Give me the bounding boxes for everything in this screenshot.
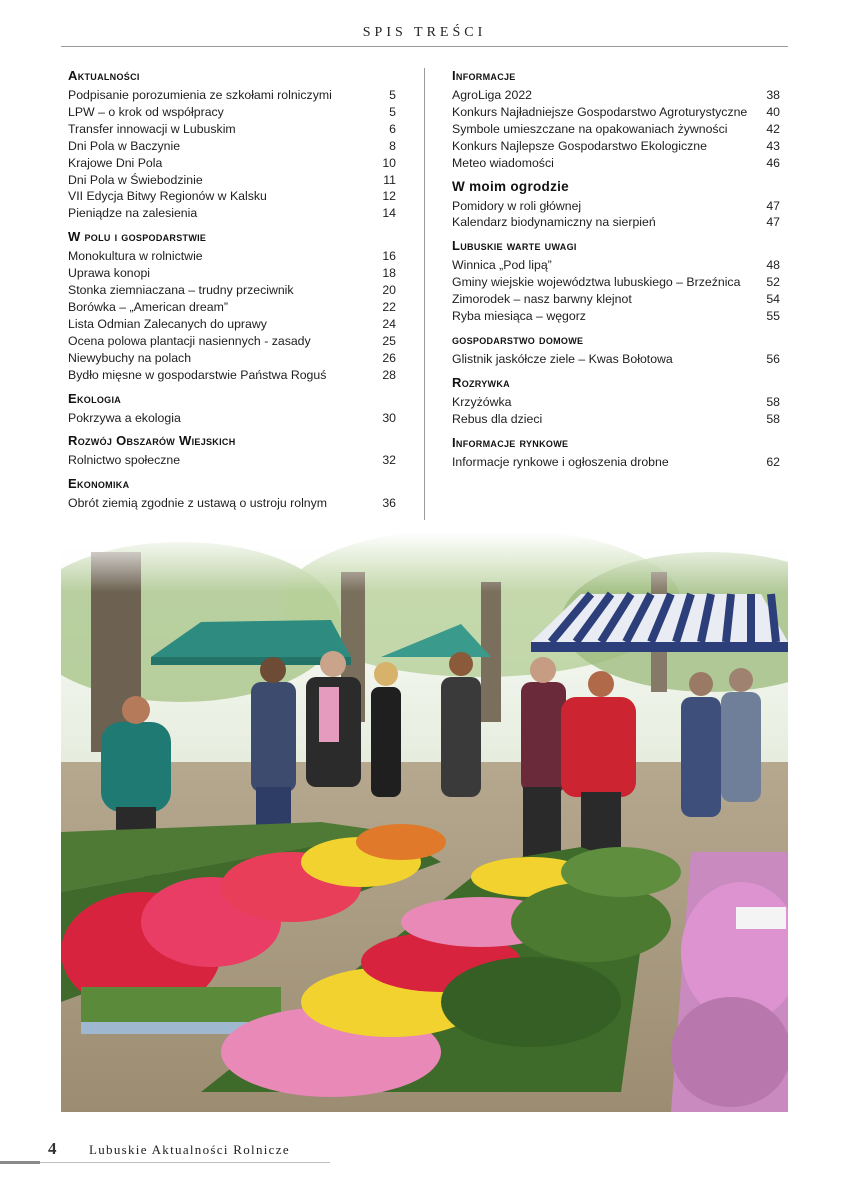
toc-entry-page-number: 56: [766, 351, 780, 366]
toc-entry-page-number: 32: [382, 453, 396, 468]
toc-entry[interactable]: [452, 104, 780, 121]
toc-entry[interactable]: [68, 138, 396, 155]
toc-entry[interactable]: [452, 257, 780, 274]
toc-entry-page-number: 58: [766, 411, 780, 426]
toc-section: [452, 374, 780, 428]
toc-entry-page-number: 5: [389, 88, 396, 102]
toc-entry[interactable]: [452, 138, 780, 155]
toc-entry[interactable]: [68, 350, 396, 367]
toc-section: [68, 67, 396, 222]
toc-entry-page-number: 62: [766, 454, 780, 469]
toc-entry-title: Kalendarz biodynamiczny na sierpień: [452, 215, 656, 230]
flower-bed-right: [671, 852, 788, 1112]
toc-section: [68, 432, 396, 469]
toc-entry-page-number: 14: [382, 206, 396, 221]
toc-entry-page-number: 46: [766, 155, 780, 170]
toc-entry-title: Stonka ziemniaczana – trudny przeciwnik: [68, 283, 294, 298]
toc-entry[interactable]: [452, 351, 780, 368]
toc-section-title: Rozrywka: [452, 374, 510, 390]
toc-section: [68, 390, 396, 427]
toc-entry[interactable]: [68, 316, 396, 333]
toc-entry-page-number: 47: [766, 215, 780, 230]
toc-section: [452, 237, 780, 325]
toc-section-title: Informacje rynkowe: [452, 434, 569, 450]
toc-entry-page-number: 28: [382, 367, 396, 382]
footer-page-number: 4: [48, 1139, 57, 1158]
toc-section-title: Informacje: [452, 68, 516, 83]
toc-entry-page-number: 30: [382, 410, 396, 425]
toc-section: [452, 67, 780, 172]
toc-entry[interactable]: [68, 282, 396, 299]
toc-entry[interactable]: [68, 299, 396, 316]
toc-entry-title: Konkurs Najlepsze Gospodarstwo Ekologiczne: [452, 138, 707, 153]
toc-entry-title: Borówka – „American dream”: [68, 299, 228, 314]
toc-entry-page-number: 24: [382, 316, 396, 331]
toc-entry-page-number: 5: [389, 104, 396, 119]
toc-entry[interactable]: [68, 248, 396, 265]
toc-section: [68, 475, 396, 512]
toc-entry-title: AgroLiga 2022: [452, 88, 532, 102]
toc-entry-page-number: 47: [766, 198, 780, 213]
toc-entry-title: Krajowe Dni Pola: [68, 155, 163, 170]
toc-section: [452, 178, 780, 232]
toc-entry-page-number: 25: [382, 333, 396, 348]
toc-entry[interactable]: [452, 214, 780, 231]
toc-entry-title: Informacje rynkowe i ogłoszenia drobne: [452, 454, 669, 469]
toc-section-title: Rozwój Obszarów Wiejskich: [68, 433, 236, 449]
toc-entry-page-number: 38: [766, 88, 780, 102]
toc-entry[interactable]: [452, 291, 780, 308]
toc-entry-title: Lista Odmian Zalecanych do uprawy: [68, 316, 267, 331]
toc-entry-page-number: 10: [382, 155, 396, 170]
toc-right-column: [452, 63, 780, 477]
toc-section: [452, 434, 780, 471]
toc-entry-title: Bydło mięsne w gospodarstwie Państwa Roguś: [68, 367, 327, 382]
header-title: SPIS TREŚCI: [362, 25, 487, 40]
toc-entry-title: Podpisanie porozumienia ze szkołami rolniczymi: [68, 88, 332, 102]
footer-publication-title: Lubuskie Aktualności Rolnicze: [89, 1142, 290, 1157]
toc-entry-page-number: 26: [382, 350, 396, 365]
toc-entry[interactable]: [68, 333, 396, 350]
toc-entry-title: Pomidory w roli głównej: [452, 198, 582, 213]
toc-section-title: gospodarstwo domowe: [452, 331, 584, 347]
toc-entry-title: Transfer innowacji w Lubuskim: [68, 121, 236, 136]
toc-entry-title: Gminy wiejskie województwa lubuskiego – Brzeźnica: [452, 275, 741, 290]
toc-entry-title: Ocena polowa plantacji nasiennych - zasady: [68, 333, 311, 348]
toc-entry-page-number: 22: [382, 299, 396, 314]
toc-entry-title: Dni Pola w Baczynie: [68, 138, 181, 153]
toc-left-column: [68, 63, 396, 518]
market-photo: [61, 532, 788, 1112]
footer-rule: [40, 1162, 330, 1163]
toc-entry[interactable]: [452, 121, 780, 138]
toc-entry-title: Glistnik jaskółcze ziele – Kwas Bołotowa: [452, 351, 673, 366]
toc-entry-page-number: 20: [382, 283, 396, 298]
toc-entry[interactable]: [68, 87, 396, 104]
toc-entry[interactable]: [452, 274, 780, 291]
toc-entry[interactable]: [68, 265, 396, 282]
toc-section-title: W moim ogrodzie: [452, 178, 569, 194]
toc-entry[interactable]: [68, 172, 396, 189]
toc-entry-page-number: 36: [382, 496, 396, 511]
toc-entry[interactable]: [68, 452, 396, 469]
toc-entry-page-number: 42: [766, 121, 780, 136]
toc-entry-title: Rebus dla dzieci: [452, 411, 543, 426]
toc-entry-page-number: 54: [766, 292, 780, 307]
toc-entry[interactable]: [68, 410, 396, 427]
toc-entry-title: Ryba miesiąca – węgorz: [452, 309, 586, 324]
toc-entry-title: Symbole umieszczane na opakowaniach żywności: [452, 121, 728, 136]
toc-entry-page-number: 40: [766, 104, 780, 119]
toc-entry-title: LPW – o krok od współpracy: [68, 104, 224, 119]
toc-entry-page-number: 43: [766, 138, 780, 153]
header-rule: [61, 46, 788, 47]
toc-entry[interactable]: [452, 87, 780, 104]
toc-entry-page-number: 8: [389, 138, 396, 153]
toc-entry[interactable]: [68, 188, 396, 205]
toc-section: [68, 228, 396, 383]
toc-entry[interactable]: [68, 104, 396, 121]
toc-entry-page-number: 12: [382, 189, 396, 204]
toc-entry[interactable]: [68, 205, 396, 222]
toc-entry-title: VII Edycja Bitwy Regionów w Kalsku: [68, 189, 267, 204]
toc-entry[interactable]: [452, 411, 780, 428]
toc-entry-title: Obrót ziemią zgodnie z ustawą o ustroju rolnym: [68, 496, 328, 511]
toc-entry-title: Niewybuchy na polach: [68, 350, 192, 365]
toc-entry[interactable]: [452, 155, 780, 172]
toc-entry-page-number: 11: [383, 172, 396, 187]
toc-entry-title: Rolnictwo społeczne: [68, 453, 181, 468]
toc-entry-page-number: 52: [766, 275, 780, 290]
toc-entry-title: Zimorodek – nasz barwny klejnot: [452, 292, 632, 307]
toc-entry[interactable]: [68, 367, 396, 384]
toc-entry[interactable]: [68, 495, 396, 512]
toc-entry-page-number: 48: [766, 258, 780, 273]
toc-entry-title: Monokultura w rolnictwie: [68, 249, 203, 264]
toc-section-title: Lubuskie warte uwagi: [452, 238, 577, 254]
toc-entry-page-number: 18: [382, 266, 396, 281]
toc-entry-title: Meteo wiadomości: [452, 155, 554, 170]
toc-entry-title: Winnica „Pod lipą”: [452, 258, 552, 273]
toc-entry[interactable]: [68, 121, 396, 138]
toc-entry-title: Uprawa konopi: [68, 266, 151, 281]
toc-entry[interactable]: [452, 198, 780, 215]
toc-section-title: Ekonomika: [68, 476, 130, 492]
toc-entry-title: Pokrzywa a ekologia: [68, 410, 181, 425]
toc-entry-page-number: 58: [766, 394, 780, 409]
column-divider: [424, 68, 425, 520]
toc-entry[interactable]: [452, 454, 780, 471]
toc-entry[interactable]: [452, 394, 780, 411]
toc-entry-title: Konkurs Najładniejsze Gospodarstwo Agroturystyczne: [452, 104, 748, 119]
toc-entry[interactable]: [68, 155, 396, 172]
toc-entry-page-number: 55: [766, 309, 780, 324]
toc-section-title: Aktualności: [68, 68, 140, 83]
toc-entry-title: Dni Pola w Świebodzinie: [68, 172, 203, 187]
toc-section-title: W polu i gospodarstwie: [68, 229, 207, 245]
footer-bar: [0, 1161, 40, 1164]
toc-section: [452, 331, 780, 368]
toc-section-title: Ekologia: [68, 390, 122, 406]
toc-entry-title: Krzyżówka: [452, 394, 512, 409]
toc-entry-page-number: 6: [389, 121, 396, 136]
toc-entry-title: Pieniądze na zalesienia: [68, 206, 198, 221]
toc-entry-page-number: 16: [382, 249, 396, 264]
toc-entry[interactable]: [452, 308, 780, 325]
